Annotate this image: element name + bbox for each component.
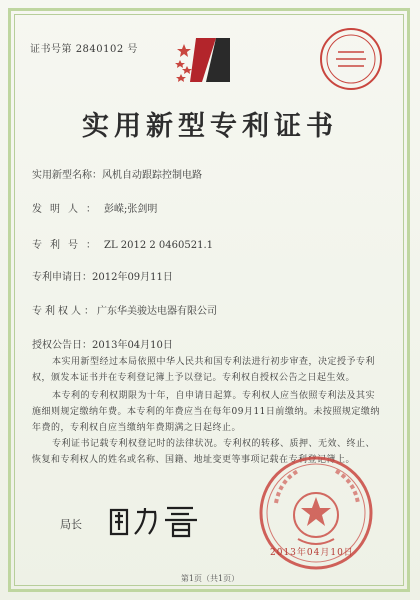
- patentee-label: 专利权人：: [32, 306, 97, 317]
- paragraph-grant: 本实用新型经过本局依照中华人民共和国专利法进行初步审查，决定授予专利权，颁发本证书并在专利登记簿上予以登记。专利权自授权公告之日起生效。: [32, 357, 376, 383]
- filing-date-label: 专利申请日：: [32, 272, 92, 283]
- patent-number-label: 专利号：: [32, 240, 104, 251]
- paragraph-legal-status: 专利证书记载专利权登记时的法律状况。专利权的转移、质押、无效、终止、恢复和专利权人的姓名或名称、国籍、地址变更等事项记载在专利登记簿上。: [32, 439, 376, 465]
- field-patent-number: [32, 236, 213, 251]
- field-inventor: [32, 200, 157, 215]
- utility-model-name-label: 实用新型名称：: [32, 170, 102, 181]
- certificate-number-suffix: 号: [127, 44, 138, 55]
- certificate-title: 实用新型专利证书: [82, 111, 338, 142]
- director-signature: [105, 500, 205, 540]
- field-patentee: [32, 302, 217, 317]
- grant-date-value: 2013年04月10日: [92, 340, 173, 351]
- certificate-number: [30, 40, 138, 55]
- patentee-value: 广东华美骏达电器有限公司: [97, 306, 217, 317]
- certificate-number-label: 证书号第: [30, 44, 72, 55]
- paragraph-term: 本专利的专利权期限为十年，自申请日起算。专利权人应当依照专利法及其实施细则规定缴纳年费。本专利的年费应当在每年09月11日前缴纳。未按照规定缴纳年费的，专利权自应当缴纳年费期满之日起终止。: [32, 391, 380, 433]
- filing-date-value: 2012年09月11日: [92, 272, 173, 283]
- certificate-number-value: 2840102: [75, 44, 124, 55]
- red-stamp-icon: [318, 26, 384, 92]
- field-filing-date: [32, 268, 173, 283]
- utility-model-name-value: 风机自动跟踪控制电路: [102, 170, 202, 181]
- cnipa-logo-icon: [172, 34, 242, 86]
- director-label: 局长: [60, 518, 82, 531]
- patent-number-value: ZL 2012 2 0460521.1: [104, 240, 214, 251]
- inventor-label: 发明人：: [32, 204, 104, 215]
- page-number: 第1页（共1页）: [180, 574, 240, 583]
- inventor-value: 彭嵘;张剑明: [104, 204, 158, 215]
- seal-date: 2013年04月10日: [270, 548, 354, 558]
- field-utility-model-name: [32, 166, 202, 181]
- grant-date-label: 授权公告日：: [32, 340, 92, 351]
- field-grant-date: [32, 336, 173, 351]
